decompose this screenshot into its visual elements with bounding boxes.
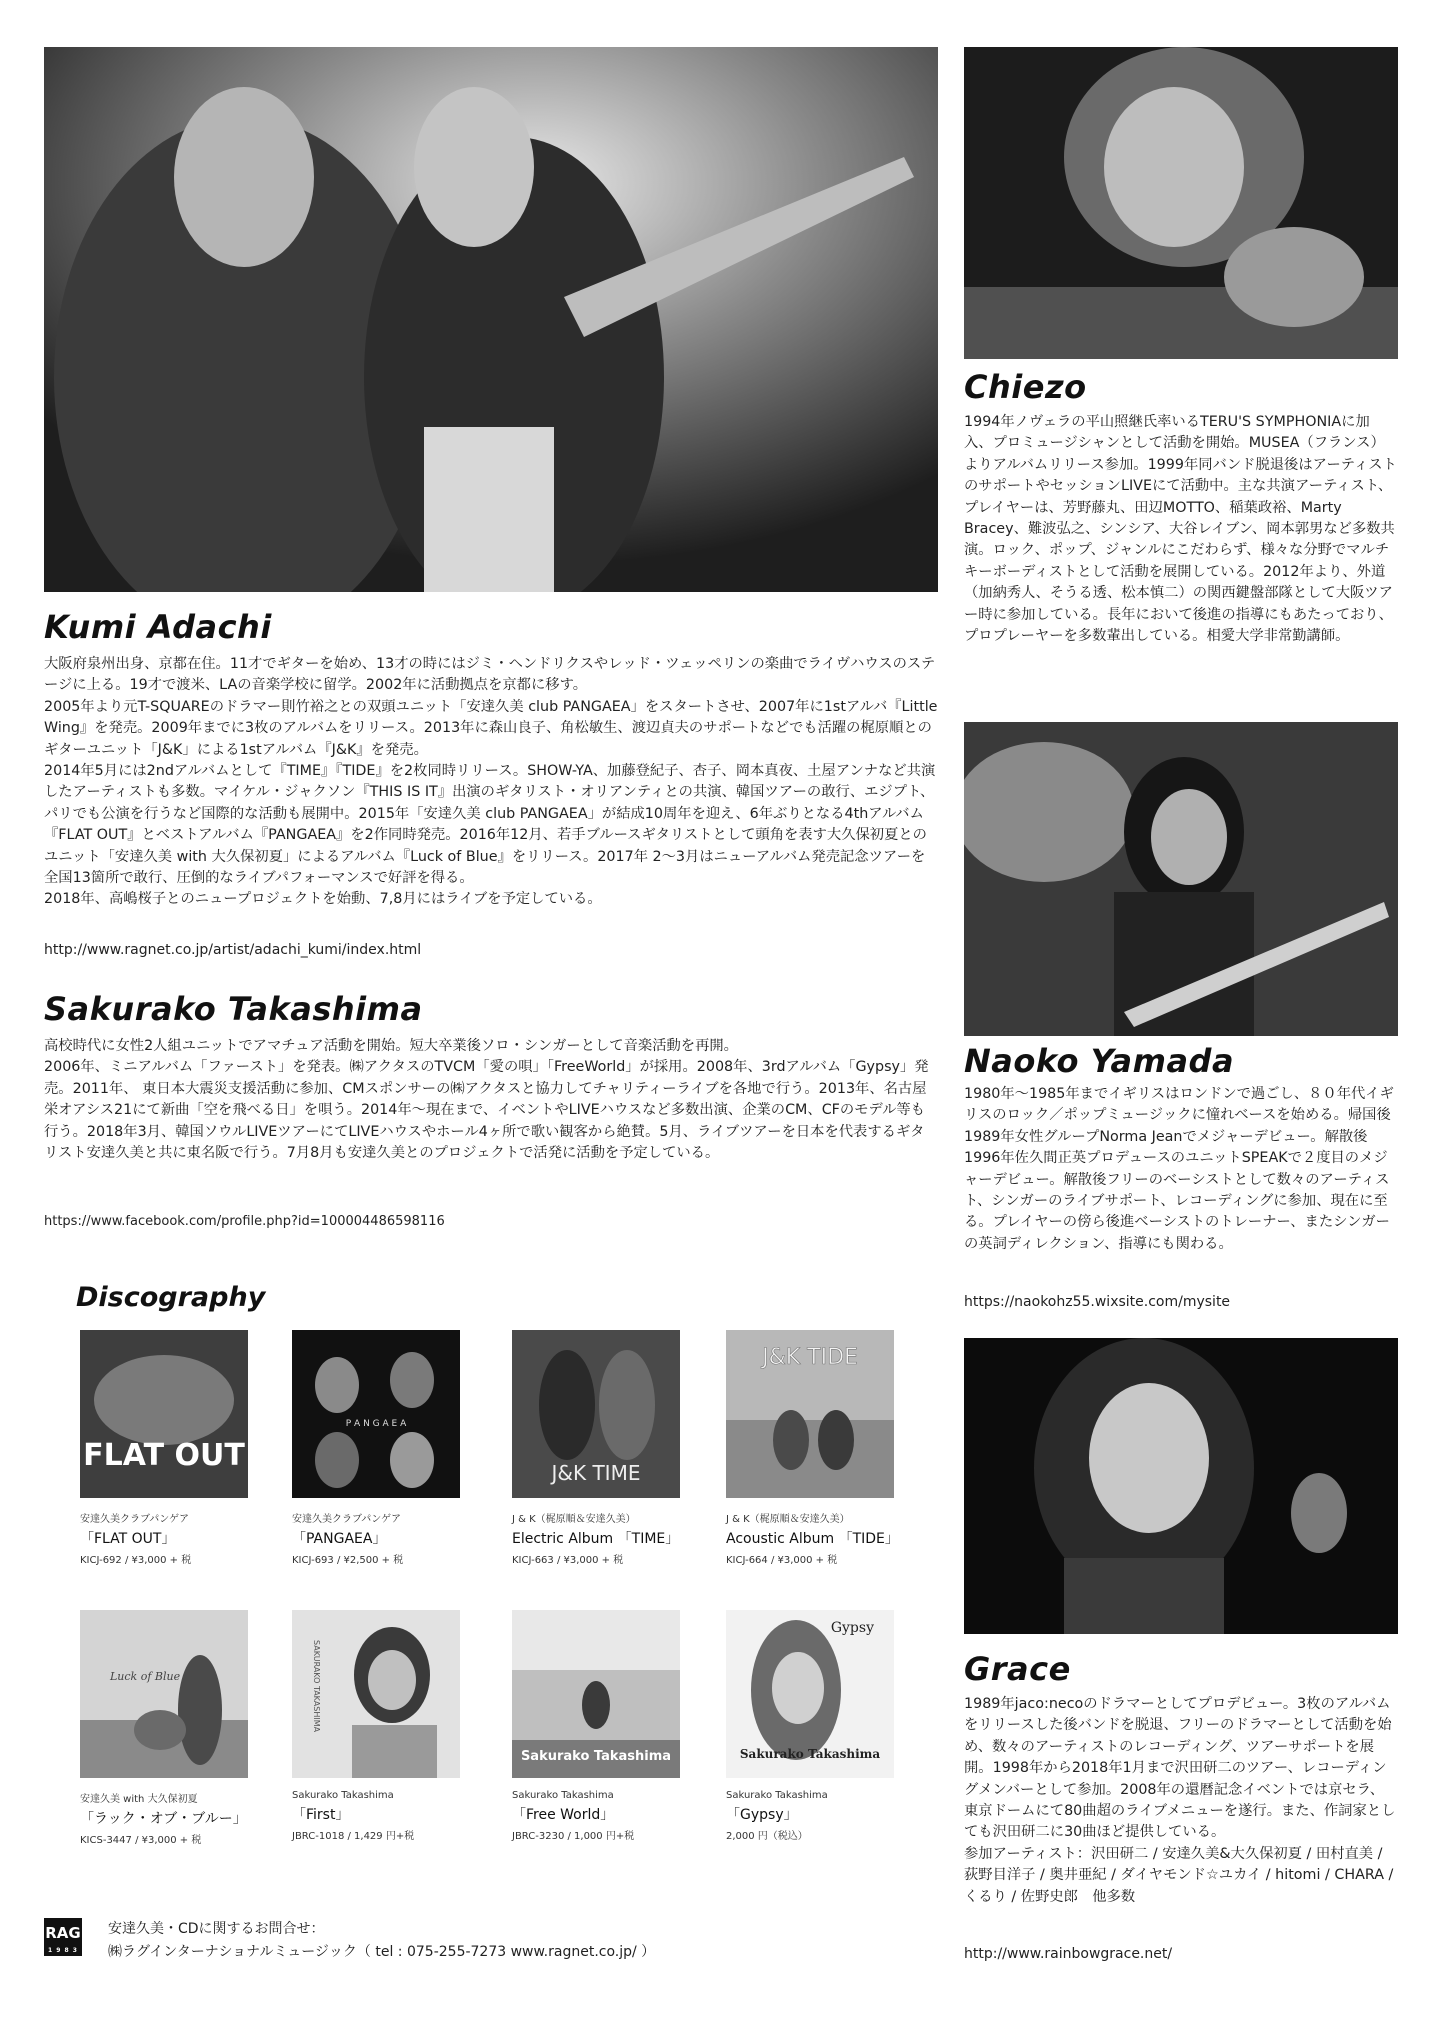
album-title: Electric Album 「TIME」 — [512, 1531, 680, 1547]
grace-url[interactable]: http://www.rainbowgrace.net/ — [964, 1946, 1173, 1962]
album-title: 「PANGAEA」 — [292, 1531, 387, 1547]
cover-text: Sakurako Takashima — [520, 1749, 672, 1764]
chiezo-photo — [964, 47, 1398, 359]
album-cover — [292, 1610, 460, 1778]
album-first[interactable] — [292, 1610, 464, 1842]
album-artist: 安達久美 with 大久保初夏 — [80, 1794, 198, 1805]
rag-logo — [44, 1918, 82, 1956]
album-title: 「Gypsy」 — [726, 1807, 798, 1823]
grace-artists: 参加アーティスト：沢田研二 / 安達久美&大久保初夏 / 田村直美 / 荻野目洋子 / 奥井亜紀 / ダイヤモンド☆ユカイ / hitomi / CHARA / くるり / 佐野史郎 他多数 — [964, 1845, 1394, 1905]
album-cover — [292, 1330, 460, 1498]
cover-text: Sakurako Takashima — [739, 1747, 881, 1761]
rag-logo-text: RAG — [45, 1924, 81, 1942]
album-cover — [726, 1330, 894, 1498]
cover-text: SAKURAKO TAKASHIMA — [312, 1640, 321, 1733]
album-title: 「Free World」 — [512, 1807, 615, 1823]
naoko-photo — [964, 722, 1398, 1036]
grace-bio — [964, 1694, 1398, 1908]
album-catalog: KICJ-663 / ¥3,000 + 税 — [512, 1555, 624, 1566]
album-artist: J & K（梶原順＆安達久美） — [512, 1514, 636, 1525]
chiezo-bio: 1994年ノヴェラの平山照継氏率いるTERU'S SYMPHONIAに加入、プロミュージシャンとして活動を開始。MUSEA（フランス）よりアルバムリリース参加。1999年同バンド脱退後はアーティストのサポートやセッションLIVEにて活動中。主な共演アーティスト、プレイヤーは、芳野藤丸、田辺MOTTO、稲葉政裕、Marty Bracey、難波弘之、シンシア、大谷レイブン、岡本郭男など多数共演。ロック、ポップ、ジャンルにこだわらず、様々な分野でマルチキーボーディストとして活動を展開している。2012年より、外道（加納秀人、そうる透、松本慎二）の関西鍵盤部隊として大阪ツアー時に参加している。長年において後進の指導にもあたっており、プロプレーヤーを多数輩出している。相愛大学非常勤講師。 — [964, 414, 1397, 645]
cover-text: J&K TIME — [551, 1461, 641, 1485]
album-time[interactable] — [512, 1330, 684, 1566]
rag-logo-sub: 1 9 8 3 — [48, 1947, 78, 1954]
cover-text: J&K TIDE — [762, 1345, 858, 1370]
cover-text: FLAT OUT — [83, 1438, 245, 1473]
album-artist: 安達久美クラブパンゲア — [80, 1514, 189, 1525]
grace-photo — [964, 1338, 1398, 1634]
album-title: 「ラック・オブ・ブルー」 — [80, 1811, 247, 1827]
grace-name: Grace — [964, 1650, 1071, 1688]
sakurako-takashima-bio — [44, 1036, 938, 1164]
album-artist: Sakurako Takashima — [512, 1790, 614, 1801]
album-pangaea[interactable] — [292, 1330, 464, 1566]
album-title: Acoustic Album 「TIDE」 — [726, 1531, 899, 1547]
cover-text: Gypsy — [830, 1620, 874, 1636]
contact-line: ㈱ラグインターナショナルミュージック（ tel : 075-255-7273 www.ragnet.co.jp/ ） — [108, 1944, 656, 1960]
kumi-adachi-bio — [44, 654, 952, 911]
album-tide[interactable] — [726, 1330, 898, 1566]
album-catalog: KICJ-693 / ¥2,500 + 税 — [292, 1555, 404, 1566]
album-cover — [80, 1610, 248, 1778]
kumi-adachi-url[interactable]: http://www.ragnet.co.jp/artist/adachi_kumi/index.html — [44, 942, 422, 958]
album-artist: Sakurako Takashima — [292, 1790, 394, 1801]
album-catalog: KICJ-692 / ¥3,000 + 税 — [80, 1555, 192, 1566]
album-cover — [726, 1610, 894, 1778]
album-luck-of-blue[interactable] — [80, 1610, 252, 1846]
sakurako-takashima-name: Sakurako Takashima — [44, 990, 423, 1028]
album-catalog: KICJ-664 / ¥3,000 + 税 — [726, 1555, 838, 1566]
kumi-bio-paragraph: 2005年より元T-SQUAREのドラマー則竹裕之との双頭ユニット「安達久美 club PANGAEA」をスタートさせ、2007年に1stアルバ『Little Wing』を発売。2009年までに3枚のアルバムをリリース。2013年に森山良子、角松敏生、渡辺貞夫のサポートなどでも活躍の梶原順とのギターユニット「J&K」による1stアルバム『J&K』を発売。 — [44, 698, 952, 758]
main-duo-photo — [44, 47, 938, 592]
album-flat-out[interactable] — [80, 1330, 252, 1566]
album-title: 「FLAT OUT」 — [80, 1531, 176, 1547]
discography-title: Discography — [76, 1282, 266, 1313]
sakurako-takashima-url[interactable]: https://www.facebook.com/profile.php?id=100004486598116 — [44, 1214, 445, 1229]
kumi-bio-paragraph: 2018年、高嶋桜子とのニュープロジェクトを始動、7,8月にはライブを予定している。 — [44, 891, 602, 908]
naoko-yamada-url[interactable]: https://naokohz55.wixsite.com/mysite — [964, 1294, 1231, 1310]
album-gypsy[interactable] — [726, 1610, 898, 1842]
album-title: 「First」 — [292, 1807, 350, 1823]
kumi-bio-paragraph: 大阪府泉州出身、京都在住。11才でギターを始め、13才の時にはジミ・ヘンドリクスやレッド・ツェッペリンの楽曲でライヴハウスのステージに上る。19才で渡米、LAの音楽学校に留学。2002年に活動拠点を京都に移す。 — [44, 656, 936, 694]
contact-info — [108, 1918, 655, 1964]
album-artist: J & K（梶原順＆安達久美） — [726, 1514, 850, 1525]
album-catalog: 2,000 円（税込） — [726, 1831, 808, 1842]
kumi-bio-paragraph: 2014年5月には2ndアルバムとして『TIME』『TIDE』を2枚同時リリース。SHOW-YA、加藤登紀子、杏子、岡本真夜、土屋アンナなど共演したアーティストも多数。マイケル・ジャクソン『THIS IS IT』出演のギタリスト・オリアンティとの共演、韓国ツアーの敢行、エジプト、パリでも公演を行うなど国際的な活動も展開中。2015年「安達久美 club PANGAEA」が結成10周年を迎え、6年ぶりとなる4thアルバム『FLAT OUT』とベストアルバム『PANGAEA』を2作同時発売。2016年12月、若手ブルースギタリストとして頭角を表す大久保初夏とのユニット「安達久美 with 大久保初夏」によるアルバム『Luck of Blue』をリリース。2017年 2～3月はニューアルバム発売記念ツアーを全国13箇所で敢行、圧倒的なライブパフォーマンスで好評を得る。 — [44, 763, 936, 887]
chiezo-name: Chiezo — [964, 368, 1087, 406]
grace-bio-paragraph: 1989年jaco:necoのドラマーとしてプロデビュー。3枚のアルバムをリリースした後バンドを脱退、フリーのドラマーとして活動を始め、数々のアーティストのレコーディング、ツアーサポートを展開。1998年から2018年1月まで沢田研二のツアー、レコーディングメンバーとして参加。2008年の還暦記念イベントでは京セラ、東京ドームにて80曲超のライブメニューを遂行。また、作詞家としても沢田研二に30曲ほど提供している。 — [964, 1696, 1396, 1841]
cover-text: Luck of Blue — [110, 1670, 181, 1683]
cover-text: P A N G A E A — [345, 1419, 407, 1429]
album-cover — [512, 1610, 680, 1778]
album-catalog: JBRC-1018 / 1,429 円+税 — [292, 1831, 415, 1842]
album-artist: Sakurako Takashima — [726, 1790, 828, 1801]
album-catalog: JBRC-3230 / 1,000 円+税 — [512, 1831, 635, 1842]
album-free-world[interactable] — [512, 1610, 684, 1842]
sakurako-bio-paragraph: 高校時代に女性2人組ユニットでアマチュア活動を開始。短大卒業後ソロ・シンガーとして音楽活動を再開。 — [44, 1038, 738, 1054]
album-catalog: KICS-3447 / ¥3,000 + 税 — [80, 1835, 202, 1846]
album-artist: 安達久美クラブパンゲア — [292, 1514, 401, 1525]
contact-line: 安達久美・CDに関するお問合せ： — [108, 1921, 325, 1937]
naoko-yamada-bio: 1980年～1985年までイギリスはロンドンで過ごし、８０年代イギリスのロック／ポップミュージックに憧れベースを始める。帰国後1989年女性グループNorma Jeanでメジャーデビュー。解散後1996年佐久間正英プロデュースのユニットSPEAKで２度目のメジャーデビュー。解散後フリーのベーシストとして数々のアーティスト、シンガーのライブサポート、レコーディングに参加、現在に至る。プレイヤーの傍ら後進ベーシストのトレーナー、またシンガーの英詞ディレクション、指導にも関わる。 — [964, 1086, 1394, 1252]
album-cover — [512, 1330, 680, 1498]
album-cover — [80, 1330, 248, 1498]
sakurako-bio-paragraph: 2006年、ミニアルバム「ファースト」を発表。㈱アクタスのTVCM「愛の唄」「FreeWorld」が採用。2008年、3rdアルバム「Gypsy」発売。2011年、 東日本大震災支援活動に参加、CMスポンサーの㈱アクタスと協力してチャリティーライブを各地で行う。2013年、名古屋栄オアシス21にて新曲「空を飛べる日」を唄う。2014年～現在まで、イベントやLIVEハウスなど多数出演、企業のCM、CFのモデル等も行う。2018年3月、韓国ソウルLIVEツアーにてLIVEハウスやホール4ヶ所で歌い観客から絶賛。5月、ライブツアーを日本を代表するギタリスト安達久美と共に東名阪で行う。7月8月も安達久美とのプロジェクトで活発に活動を予定している。 — [44, 1059, 929, 1162]
kumi-adachi-name: Kumi Adachi — [44, 608, 272, 646]
naoko-yamada-name: Naoko Yamada — [964, 1042, 1235, 1080]
